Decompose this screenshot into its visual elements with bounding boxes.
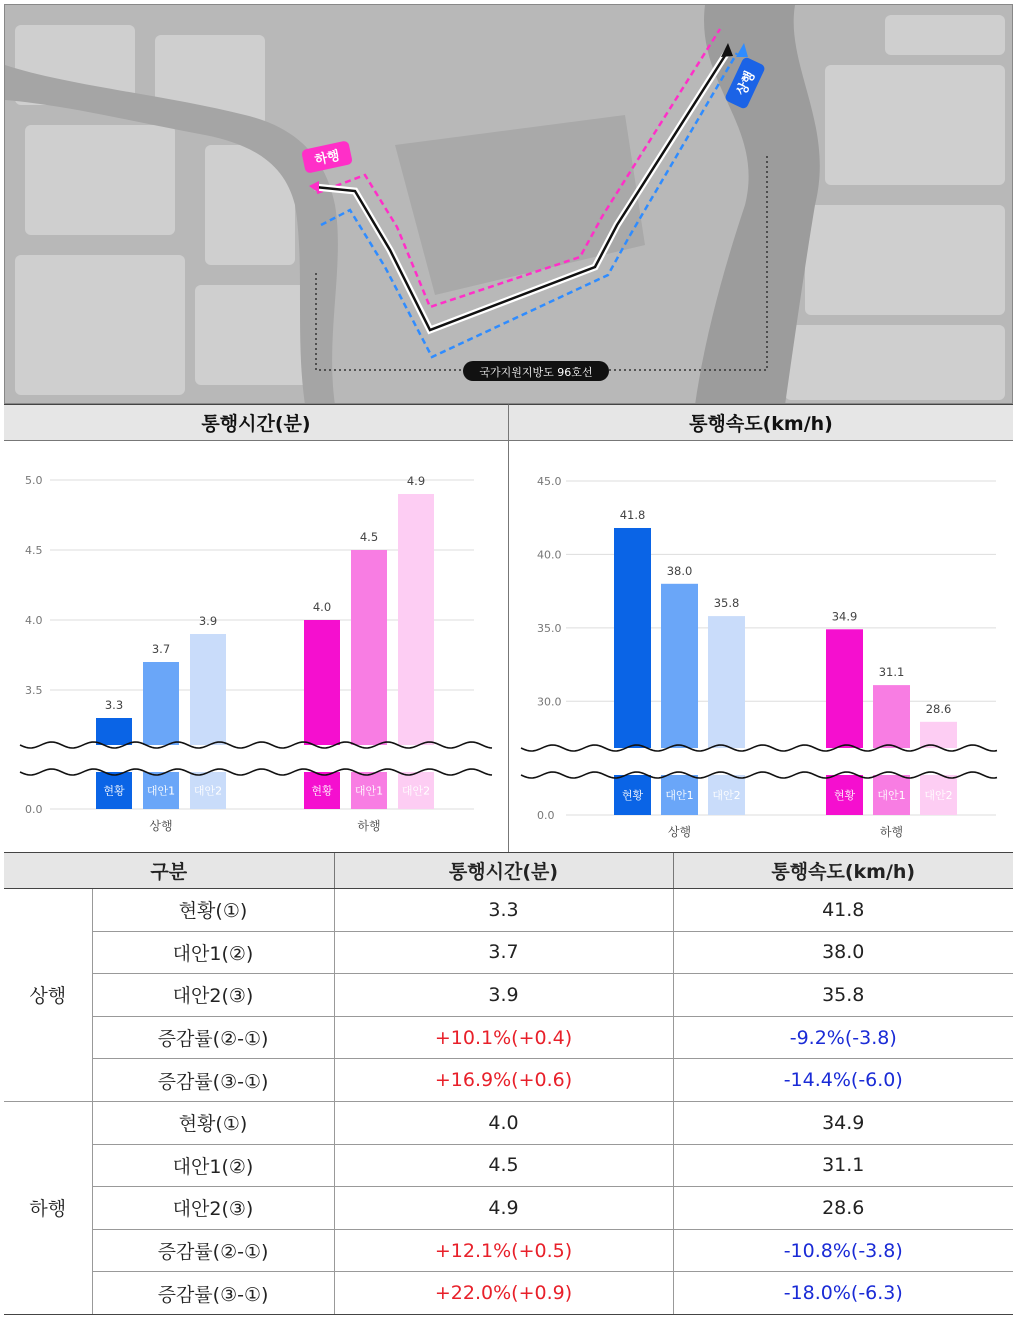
series-label: 대안1: [146, 784, 176, 798]
bar-1-0: [826, 629, 863, 748]
speed-chart-svg: [509, 441, 1013, 852]
time-value: 4.5: [334, 1144, 673, 1187]
bar-0-2: [708, 616, 745, 748]
series-label: 대안1: [665, 789, 694, 802]
time-value: 4.0: [334, 1101, 673, 1144]
time-value: 3.3: [334, 889, 673, 932]
speed-value: -9.2%(-3.8): [673, 1016, 1013, 1059]
series-label: 대안2: [924, 789, 953, 802]
row-label: 대안2(③): [92, 1187, 334, 1230]
value-label: 34.9: [831, 609, 858, 624]
value-label: 38.0: [666, 563, 693, 578]
group-label: 상행: [4, 889, 92, 1102]
value-label: 4.5: [359, 530, 379, 544]
time-value: +12.1%(+0.5): [334, 1229, 673, 1272]
speed-value: 31.1: [673, 1144, 1013, 1187]
y-tick-label: 35.0: [537, 621, 562, 635]
value-label: 4.0: [312, 600, 332, 614]
bar-1-1: [351, 550, 387, 745]
row-label: 대안2(③): [92, 974, 334, 1017]
bar-0-0: [614, 528, 651, 748]
row-label: 현황(①): [92, 1101, 334, 1144]
value-label: 3.3: [104, 698, 124, 712]
route-map: [4, 4, 1013, 404]
value-label: 3.9: [198, 614, 218, 628]
row-label: 증감률(②-①): [92, 1016, 334, 1059]
row-label: 대안1(②): [92, 931, 334, 974]
row-label: 증감률(③-①): [92, 1272, 334, 1315]
y-tick-label: 0.0: [25, 803, 43, 816]
header-speed: 통행속도(km/h): [673, 853, 1013, 889]
value-label: 35.8: [713, 596, 740, 611]
y-tick-label: 3.5: [25, 684, 43, 697]
header-time: 통행시간(분): [334, 853, 673, 889]
time-chart: [4, 441, 509, 852]
value-label: 41.8: [619, 507, 646, 522]
time-value: +10.1%(+0.4): [334, 1016, 673, 1059]
row-label: 현황(①): [92, 889, 334, 932]
series-label: 대안1: [354, 784, 384, 798]
speed-value: -18.0%(-6.3): [673, 1272, 1013, 1315]
row-label: 증감률(②-①): [92, 1229, 334, 1272]
time-value: +22.0%(+0.9): [334, 1272, 673, 1315]
axis-break-band: [10, 746, 494, 771]
row-label: 대안1(②): [92, 1144, 334, 1187]
value-label: 3.7: [151, 642, 171, 656]
category-label: 상행: [667, 825, 692, 839]
summary-table: [4, 852, 1013, 1315]
table-body: [4, 889, 1013, 1315]
time-chart-title: 통행시간(분): [4, 404, 509, 441]
y-tick-label: 40.0: [537, 548, 562, 562]
value-label: 4.9: [406, 474, 426, 488]
value-label: 28.6: [925, 701, 952, 716]
y-tick-label: 4.5: [25, 544, 43, 557]
series-label: 대안1: [877, 789, 906, 802]
route-map-drawing: [5, 5, 1013, 404]
category-label: 상행: [149, 819, 173, 833]
bar-0-1: [143, 662, 179, 745]
road-label: [463, 361, 609, 381]
series-label: 대안2: [401, 784, 431, 798]
table-row: [4, 1272, 1013, 1315]
category-label: 하행: [357, 819, 381, 833]
speed-chart-title: 통행속도(km/h): [509, 404, 1013, 441]
series-label: 대안2: [712, 789, 741, 802]
series-label: 현황: [103, 784, 125, 798]
time-value: 3.9: [334, 974, 673, 1017]
table-header-row: [4, 853, 1013, 889]
row-label: 증감률(③-①): [92, 1059, 334, 1102]
series-label: 현황: [311, 784, 333, 798]
speed-value: 41.8: [673, 889, 1013, 932]
y-tick-label: 4.0: [25, 614, 43, 627]
speed-chart: [509, 441, 1013, 852]
svg-text:하행: 하행: [313, 148, 342, 169]
table-row: [4, 1187, 1013, 1230]
table-row: [4, 1101, 1013, 1144]
speed-value: 35.8: [673, 974, 1013, 1017]
category-label: 하행: [879, 825, 904, 839]
table-row: [4, 1144, 1013, 1187]
table-row: [4, 889, 1013, 932]
speed-value: -14.4%(-6.0): [673, 1059, 1013, 1102]
time-chart-svg: [4, 441, 509, 852]
y-tick-label: 30.0: [537, 695, 562, 709]
bar-1-2: [920, 722, 957, 748]
time-value: 3.7: [334, 931, 673, 974]
table-row: [4, 1016, 1013, 1059]
speed-value: 34.9: [673, 1101, 1013, 1144]
bar-1-1: [873, 685, 910, 748]
bar-0-2: [190, 634, 226, 745]
value-label: 31.1: [878, 665, 905, 680]
bar-1-2: [398, 494, 434, 745]
bar-1-0: [304, 620, 340, 745]
table-row: [4, 1059, 1013, 1102]
speed-value: 28.6: [673, 1187, 1013, 1230]
speed-value: 38.0: [673, 931, 1013, 974]
header-category: 구분: [4, 853, 334, 889]
y-tick-label: 5.0: [25, 474, 43, 487]
axis-break-band: [526, 749, 1013, 774]
group-label: 하행: [4, 1101, 92, 1314]
series-label: 현황: [621, 789, 644, 802]
bar-0-0: [96, 718, 132, 745]
speed-value: -10.8%(-3.8): [673, 1229, 1013, 1272]
table-row: [4, 1229, 1013, 1272]
bar-0-1: [661, 584, 698, 748]
svg-text:국가지원지방도 96호선: 국가지원지방도 96호선: [479, 366, 593, 379]
series-label: 대안2: [193, 784, 223, 798]
y-tick-label: 45.0: [537, 475, 562, 488]
time-value: 4.9: [334, 1187, 673, 1230]
table-row: [4, 974, 1013, 1017]
series-label: 현황: [833, 789, 856, 802]
table-row: [4, 931, 1013, 974]
y-tick-label: 0.0: [537, 809, 555, 822]
svg-text:상행: 상행: [734, 69, 759, 99]
time-value: +16.9%(+0.6): [334, 1059, 673, 1102]
